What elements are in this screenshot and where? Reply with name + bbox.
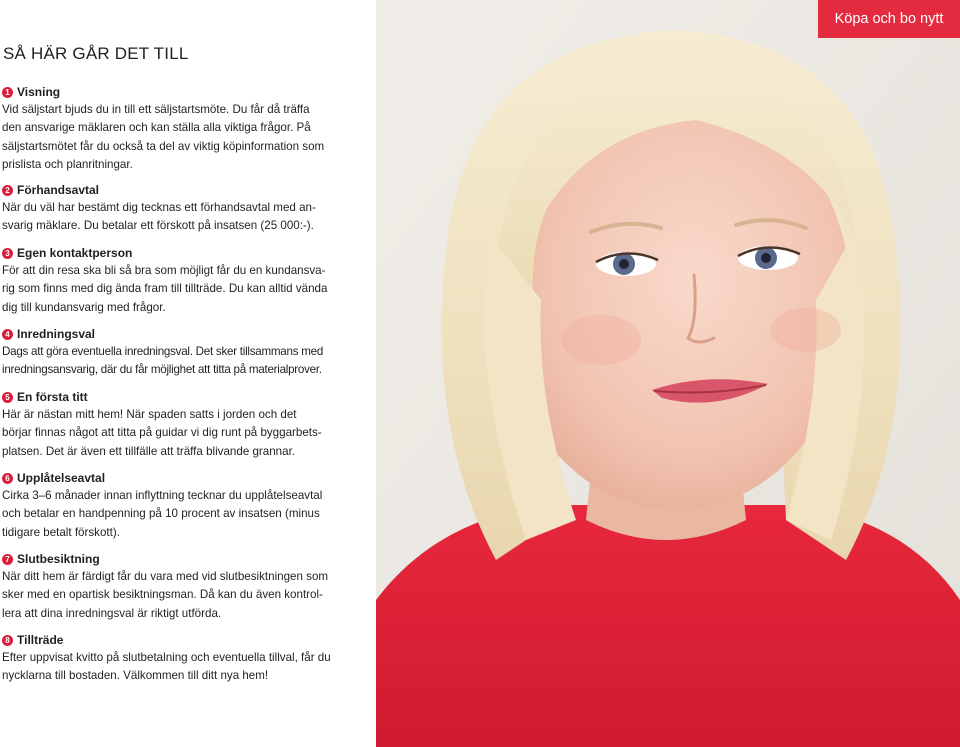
step-7 (2, 551, 334, 623)
step-8 (2, 632, 334, 686)
portrait-photo (376, 0, 960, 747)
text-line: Cirka 3–6 månader innan inflyttning tecknar du upplåtelseavtal (2, 489, 323, 502)
text-line: tidigare betalt förskott). (2, 525, 120, 539)
step-text (2, 101, 334, 174)
text-line: För att din resa ska bli så bra som möjligt får du en kundansva- (2, 264, 326, 277)
text-line: Vid säljstart bjuds du in till ett säljstartsmöte. Du får då träffa (2, 103, 310, 116)
step-text (2, 406, 334, 461)
page-title: SÅ HÄR GÅR DET TILL (3, 44, 189, 63)
step-6 (2, 470, 334, 542)
girl-portrait-illustration (376, 0, 960, 747)
text-line: Efter uppvisat kvitto på slutbetalning och eventuella tillval, får du (2, 651, 331, 664)
text-line: nycklarna till bostaden. Välkommen till ditt nya hem! (2, 669, 269, 683)
step-number-badge: 3 (2, 248, 13, 259)
step-heading: Tillträde (17, 633, 64, 647)
text-line: rig som finns med dig ända fram till tillträde. Du kan alltid vända (2, 282, 328, 296)
text-line: dig till kundansvarig med frågor. (2, 300, 166, 314)
step-heading: En första titt (17, 390, 88, 404)
step-text (2, 568, 334, 623)
text-line: När ditt hem är färdigt får du vara med vid slutbesiktningen som (2, 570, 329, 583)
step-number-badge: 2 (2, 185, 13, 196)
step-2 (2, 182, 334, 236)
text-line: den ansvarige mäklaren och kan ställa alla viktiga frågor. På (2, 121, 311, 135)
step-number-badge: 4 (2, 329, 13, 340)
step-heading: Visning (17, 85, 61, 99)
step-4 (2, 326, 334, 380)
step-5 (2, 389, 334, 461)
step-text (2, 487, 334, 542)
text-line: säljstartsmötet får du också ta del av viktig köpinformation som (2, 139, 325, 153)
step-heading: Upplåtelseavtal (17, 471, 106, 485)
step-heading: Inredningsval (17, 327, 96, 341)
step-heading: Förhandsavtal (17, 183, 100, 197)
step-number-badge: 6 (2, 473, 13, 484)
step-1 (2, 84, 334, 174)
text-line: Här är nästan mitt hem! När spaden satts i jorden och det (2, 408, 297, 421)
step-text (2, 343, 334, 380)
text-line: Dags att göra eventuella inredningsval. Det sker tillsammans med (2, 345, 324, 358)
text-line: platsen. Det är även ett tillfälle att träffa blivande grannar. (2, 444, 296, 458)
step-number-badge: 5 (2, 392, 13, 403)
step-number-badge: 8 (2, 635, 13, 646)
text-line: När du väl har bestämt dig tecknas ett förhandsavtal med an- (2, 201, 316, 214)
text-line: prislista och planritningar. (2, 157, 133, 171)
text-line: inredningsansvarig, där du får möjlighet att titta på materialprover. (2, 363, 322, 377)
step-heading: Egen kontaktperson (17, 246, 133, 260)
step-number-badge: 7 (2, 554, 13, 565)
step-text (2, 199, 334, 236)
step-heading: Slutbesiktning (17, 552, 100, 566)
text-line: sker med en opartisk besiktningsman. Då kan du även kontrol- (2, 588, 323, 602)
step-text (2, 649, 334, 686)
text-line: och betalar en handpenning på 10 procent av insatsen (minus (2, 507, 320, 521)
step-3 (2, 245, 334, 317)
step-text (2, 262, 334, 317)
text-line: börjar finnas något att titta på guidar vi dig runt på byggarbets- (2, 426, 322, 440)
text-line: lera att dina inredningsval är riktigt utförda. (2, 606, 222, 620)
text-column (0, 0, 376, 747)
section-tag: Köpa och bo nytt (818, 0, 960, 38)
step-number-badge: 1 (2, 87, 13, 98)
text-line: svarig mäklare. Du betalar ett förskott på insatsen (25 000:-). (2, 219, 314, 233)
